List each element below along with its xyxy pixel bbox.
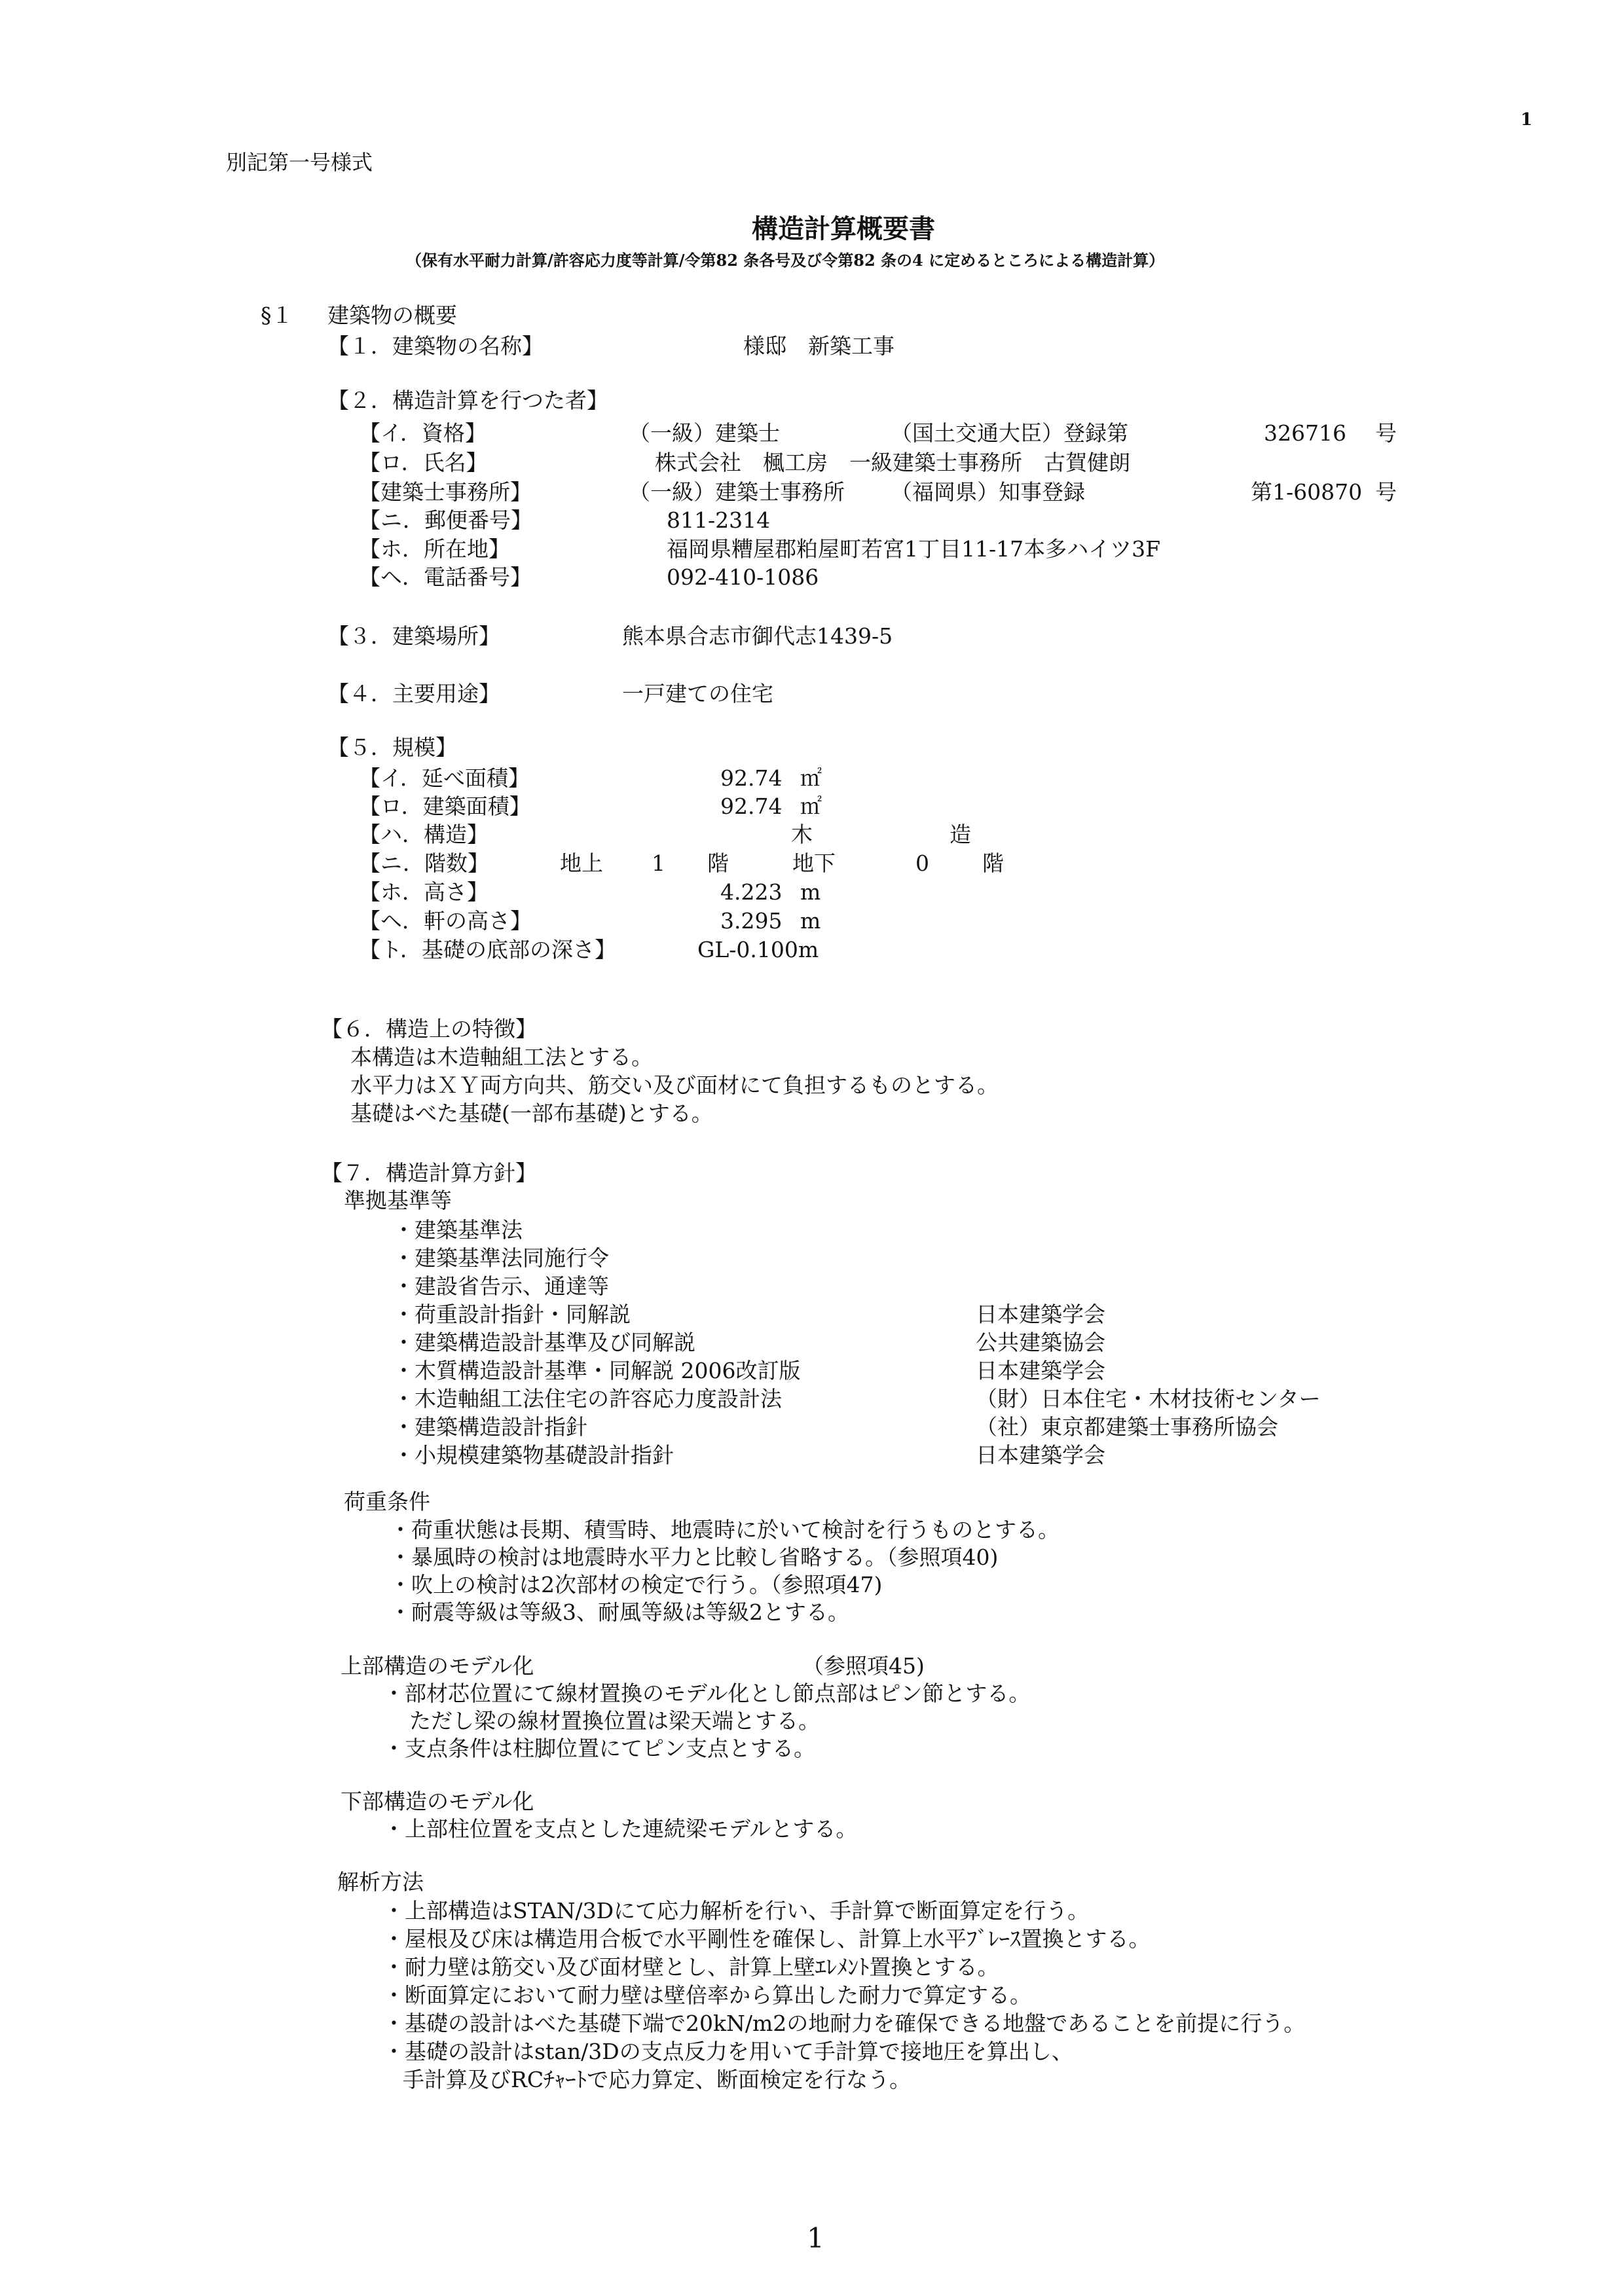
calculator-label: 【２．構造計算を行つた者】 bbox=[327, 388, 608, 413]
qualification-suffix: 号 bbox=[1375, 420, 1397, 446]
site-label: 【３．建築場所】 bbox=[327, 623, 500, 649]
standard-name: ・木質構造設計基準・同解説 2006改訂版 bbox=[393, 1358, 801, 1383]
standard-name: ・建築構造設計指針 bbox=[393, 1414, 587, 1440]
site-value: 熊本県合志市御代志1439-5 bbox=[622, 623, 893, 649]
analysis-heading: 解析方法 bbox=[337, 1869, 424, 1895]
foundation-label: 【ト．基礎の底部の深さ】 bbox=[359, 937, 617, 962]
name-value: 株式会社 楓工房 一級建築士事務所 古賀健朗 bbox=[655, 450, 1130, 475]
analysis-line: ・耐力壁は筋交い及び面材壁とし、計算上壁ｴﾚﾒﾝﾄ置換とする。 bbox=[383, 1954, 999, 1980]
qualification-minister: （国土交通大臣）登録第 bbox=[891, 420, 1128, 446]
postal-label: 【ニ．郵便番号】 bbox=[359, 507, 532, 533]
corner-mark: 1 bbox=[1521, 110, 1533, 130]
features-line: 本構造は木造軸組工法とする。 bbox=[350, 1044, 653, 1070]
stories-label: 【ニ．階数】 bbox=[359, 850, 489, 876]
policy-label: 【７．構造計算方針】 bbox=[321, 1160, 537, 1186]
analysis-line: ・断面算定において耐力壁は壁倍率から算出した耐力で算定する。 bbox=[383, 1982, 1031, 2008]
standard-name: ・建築基準法 bbox=[393, 1217, 523, 1243]
upper-heading: 上部構造のモデル化 bbox=[341, 1653, 534, 1679]
page-number: 1 bbox=[807, 2222, 824, 2254]
stories-below-n: 0 bbox=[915, 850, 929, 876]
address-label: 【ホ．所在地】 bbox=[359, 536, 510, 562]
upper-ref: （参照項45) bbox=[802, 1653, 925, 1679]
stories-above: 地上 bbox=[560, 850, 603, 876]
building-area-label: 【ロ．建築面積】 bbox=[359, 793, 531, 819]
eaves-unit: m bbox=[800, 908, 821, 934]
office-suffix: 号 bbox=[1375, 479, 1397, 505]
structure-label: 【ハ．構造】 bbox=[359, 822, 489, 847]
height-value: 4.223 bbox=[720, 879, 783, 905]
load-line: ・吹上の検討は2次部材の検定で行う。（参照項47) bbox=[390, 1572, 883, 1597]
standard-name: ・建築基準法同施行令 bbox=[393, 1245, 609, 1271]
qualification-label: 【イ．資格】 bbox=[359, 420, 487, 446]
lower-heading: 下部構造のモデル化 bbox=[341, 1789, 534, 1814]
structure-value-2: 造 bbox=[950, 822, 971, 847]
standard-org: 日本建築学会 bbox=[976, 1442, 1105, 1468]
standard-name: ・荷重設計指針・同解説 bbox=[393, 1302, 631, 1327]
standard-org: 公共建築協会 bbox=[976, 1330, 1105, 1355]
scale-label: 【５．規模】 bbox=[327, 735, 457, 760]
standard-org: （社）東京都建築士事務所協会 bbox=[976, 1414, 1278, 1440]
analysis-line: ・屋根及び床は構造用合板で水平剛性を確保し、計算上水平ﾌﾞﾚｰｽ置換とする。 bbox=[383, 1926, 1151, 1952]
form-label: 別記第一号様式 bbox=[226, 150, 373, 175]
analysis-line: ・上部構造はSTAN/3Dにて応力解析を行い、手計算で断面算定を行う。 bbox=[383, 1898, 1090, 1923]
analysis-line: ・基礎の設計はべた基礎下端で20kN/m2の地耐力を確保できる地盤であることを前提に行う。 bbox=[383, 2011, 1306, 2036]
upper-line: ・部材芯位置にて線材置換のモデル化とし節点部はピン節とする。 bbox=[383, 1681, 1031, 1706]
features-line: 水平力はＸＹ両方向共、筋交い及び面材にて負担するものとする。 bbox=[350, 1072, 999, 1098]
upper-line: ・支点条件は柱脚位置にてピン支点とする。 bbox=[383, 1736, 815, 1761]
use-label: 【４．主要用途】 bbox=[327, 681, 500, 706]
office-class: （一級）建築士事務所 bbox=[629, 479, 845, 505]
height-label: 【ホ．高さ】 bbox=[359, 879, 489, 905]
floor-area-label: 【イ．延べ面積】 bbox=[359, 765, 530, 791]
foundation-value: GL-0.100m bbox=[697, 937, 819, 962]
name-label: 【ロ．氏名】 bbox=[359, 450, 488, 475]
load-line: ・暴風時の検討は地震時水平力と比較し省略する。（参照項40) bbox=[390, 1544, 999, 1570]
address-value: 福岡県糟屋郡粕屋町若宮1丁目11-17本多ハイツ3F bbox=[667, 536, 1161, 562]
page-subtitle: （保有水平耐力計算/許容応力度等計算/令第82 条各号及び令第82 条の4 に定めるところによる構造計算） bbox=[406, 251, 1165, 270]
analysis-line: ・基礎の設計はstan/3Dの支点反力を用いて手計算で接地圧を算出し、 bbox=[383, 2039, 1073, 2064]
phone-label: 【ヘ．電話番号】 bbox=[359, 564, 532, 590]
office-pref: （福岡県）知事登録 bbox=[891, 479, 1085, 505]
standards-heading: 準拠基準等 bbox=[344, 1188, 452, 1213]
section-heading: 建築物の概要 bbox=[327, 302, 457, 328]
analysis-line: 手計算及びRCﾁｬｰﾄで応力算定、断面検定を行なう。 bbox=[403, 2067, 912, 2092]
stories-floor-2: 階 bbox=[982, 850, 1004, 876]
lower-line: ・上部柱位置を支点とした連続梁モデルとする。 bbox=[383, 1816, 858, 1842]
postal-value: 811-2314 bbox=[667, 507, 771, 533]
phone-value: 092-410-1086 bbox=[667, 564, 819, 590]
floor-area-unit: ㎡ bbox=[800, 765, 822, 791]
eaves-label: 【ヘ．軒の高さ】 bbox=[359, 908, 532, 934]
load-line: ・耐震等級は等級3、耐風等級は等級2とする。 bbox=[390, 1599, 849, 1625]
building-area-unit: ㎡ bbox=[800, 793, 822, 819]
standard-org: （財）日本住宅・木材技術センター bbox=[976, 1386, 1321, 1412]
standard-name: ・木造軸組工法住宅の許容応力度設計法 bbox=[393, 1386, 782, 1412]
load-heading: 荷重条件 bbox=[344, 1489, 430, 1514]
standard-org: 日本建築学会 bbox=[976, 1358, 1105, 1383]
features-label: 【６．構造上の特徴】 bbox=[321, 1016, 537, 1042]
features-line: 基礎はべた基礎(一部布基礎)とする。 bbox=[350, 1101, 713, 1126]
load-line: ・荷重状態は長期、積雪時、地震時に於いて検討を行うものとする。 bbox=[390, 1517, 1060, 1542]
section-number: §１ bbox=[261, 302, 293, 328]
building-area-value: 92.74 bbox=[720, 793, 783, 819]
qualification-class: （一級）建築士 bbox=[629, 420, 780, 446]
standard-name: ・建設省告示、通達等 bbox=[393, 1273, 609, 1299]
office-label: 【建築士事務所】 bbox=[359, 479, 532, 505]
height-unit: m bbox=[800, 879, 821, 905]
qualification-number: 326716 bbox=[1264, 420, 1346, 446]
upper-line: ただし梁の線材置換位置は梁天端とする。 bbox=[409, 1708, 820, 1734]
stories-floor: 階 bbox=[707, 850, 729, 876]
building-name-value: 様邸 新築工事 bbox=[743, 333, 895, 359]
stories-above-n: 1 bbox=[652, 850, 665, 876]
building-name-label: 【１．建築物の名称】 bbox=[327, 333, 544, 359]
use-value: 一戸建ての住宅 bbox=[622, 681, 773, 706]
floor-area-value: 92.74 bbox=[720, 765, 783, 791]
standard-name: ・小規模建築物基礎設計指針 bbox=[393, 1442, 674, 1468]
structure-value-1: 木 bbox=[791, 822, 813, 847]
office-number: 第1-60870 bbox=[1251, 479, 1363, 505]
eaves-value: 3.295 bbox=[720, 908, 783, 934]
standard-name: ・建築構造設計基準及び同解説 bbox=[393, 1330, 695, 1355]
stories-below: 地下 bbox=[792, 850, 836, 876]
standard-org: 日本建築学会 bbox=[976, 1302, 1105, 1327]
page-title: 構造計算概要書 bbox=[752, 213, 935, 244]
